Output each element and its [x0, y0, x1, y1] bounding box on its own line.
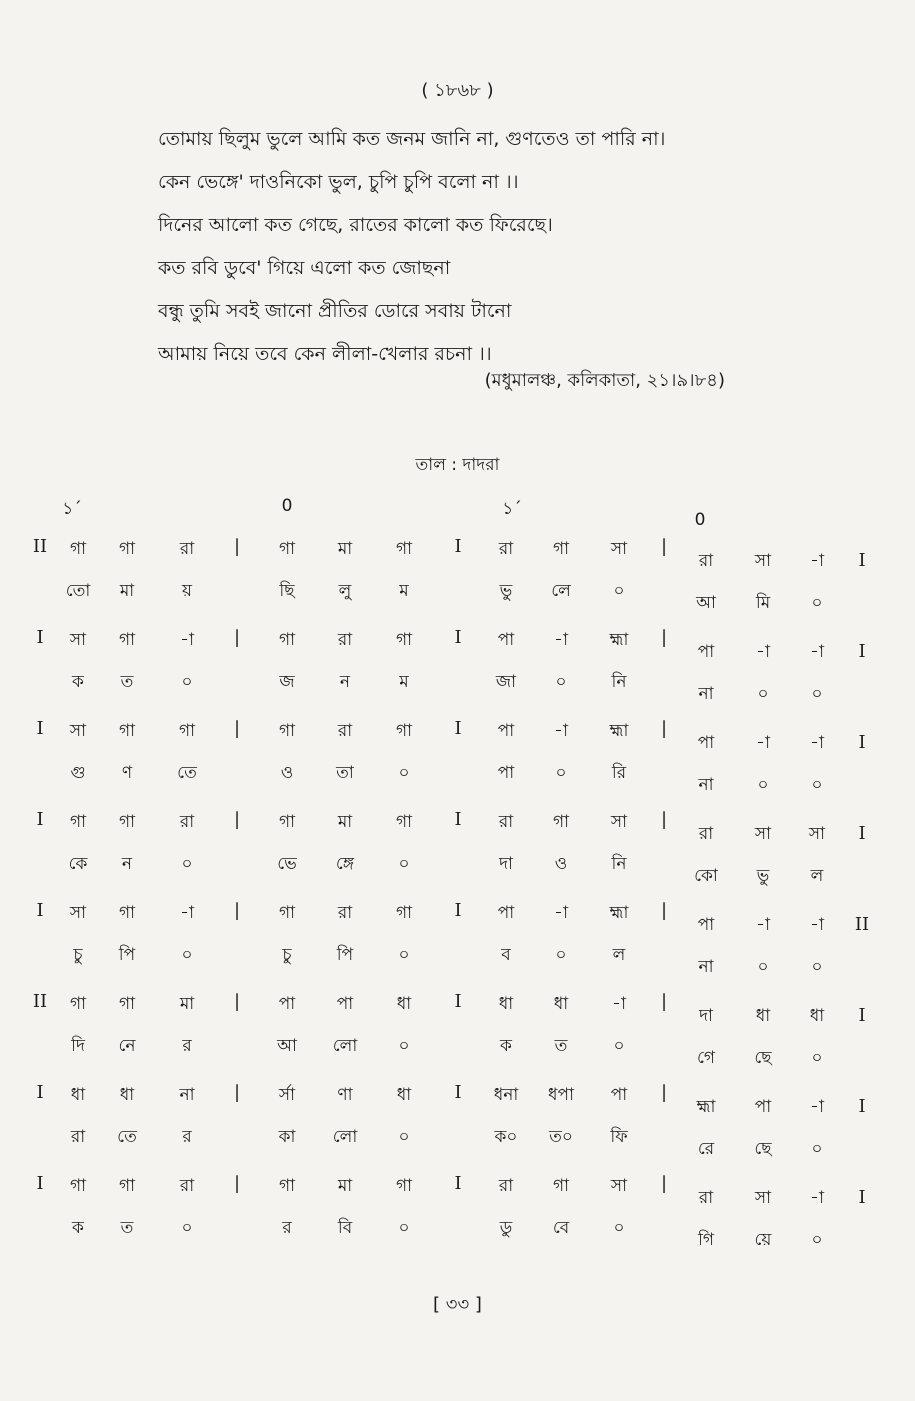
lyric-syllable: গু — [70, 763, 86, 783]
lyric-syllable: তা — [336, 763, 354, 783]
lyric-syllable: রি — [611, 763, 627, 783]
bar-line: II — [32, 991, 48, 1012]
lyric-syllable: ম — [399, 672, 409, 692]
swara-note: -া — [810, 642, 824, 662]
swara-note: সা — [69, 630, 87, 650]
lyric-syllable: ছে — [754, 1139, 772, 1159]
lyric-syllable: আ — [277, 1036, 297, 1056]
swara-note: ধা — [119, 1085, 135, 1105]
bar-line: | — [233, 536, 241, 557]
swara-note: গা — [278, 721, 296, 741]
lyric-syllable: ০ — [181, 854, 193, 874]
lyric-syllable: বে — [552, 1218, 570, 1238]
song-number: ( ১৮৬৮ ) — [421, 80, 494, 101]
bar-line: I — [36, 718, 44, 739]
lyric-syllable: ০ — [811, 775, 823, 795]
bar-line: | — [660, 809, 668, 830]
lyric-syllable: ছে — [754, 1048, 772, 1068]
lyric-syllable: ০ — [811, 684, 823, 704]
swara-note: রা — [179, 539, 195, 559]
lyric-syllable: ০ — [181, 945, 193, 965]
swara-note: গা — [69, 539, 87, 559]
tal-mark: ১´ — [502, 499, 522, 519]
lyric-syllable: ত — [554, 1036, 568, 1056]
lyric-syllable: পি — [118, 945, 136, 965]
lyric-syllable: য় — [181, 581, 192, 601]
swara-note: রা — [498, 1176, 514, 1196]
swara-note: গা — [118, 994, 136, 1014]
swara-note: পা — [697, 733, 715, 753]
lyric-syllable: ০ — [398, 1127, 410, 1147]
lyric-syllable: মা — [119, 581, 135, 601]
swara-note: সা — [610, 812, 628, 832]
lyric-syllable: নি — [611, 854, 627, 874]
bar-line: I — [36, 900, 44, 921]
swara-note: পা — [497, 903, 515, 923]
bar-line: | — [660, 536, 668, 557]
swara-note: সা — [754, 551, 772, 571]
swara-note: -া — [554, 721, 568, 741]
lyric-syllable: ০ — [555, 672, 567, 692]
lyric-syllable: ০ — [811, 593, 823, 613]
lyric-syllable: পি — [336, 945, 354, 965]
page-number: [ ৩৩ ] — [433, 1294, 482, 1315]
swara-note: গা — [395, 1176, 413, 1196]
bar-line: | — [233, 809, 241, 830]
swara-note: -া — [810, 551, 824, 571]
swara-note: হ্মা — [609, 903, 629, 923]
bar-line: I — [454, 536, 462, 557]
swara-note: -া — [554, 630, 568, 650]
lyric-line: তোমায় ছিলুম ভুলে আমি কত জনম জানি না, গুণতেও তা পারি না। — [158, 128, 666, 150]
swara-note: রা — [498, 812, 514, 832]
swara-note: সা — [69, 903, 87, 923]
swara-note: সা — [610, 539, 628, 559]
bar-line: | — [660, 1082, 668, 1103]
lyric-syllable: কো — [694, 866, 718, 886]
lyric-syllable: ০ — [555, 945, 567, 965]
lyric-syllable: ম — [399, 581, 409, 601]
bar-line: I — [36, 627, 44, 648]
lyric-syllable: চু — [73, 945, 83, 965]
swara-note: না — [179, 1085, 195, 1105]
lyric-syllable: ল — [612, 945, 626, 965]
swara-note: -া — [810, 733, 824, 753]
swara-note: -া — [810, 915, 824, 935]
bar-line: | — [233, 900, 241, 921]
bar-line: | — [233, 718, 241, 739]
bar-line: I — [858, 1005, 866, 1026]
lyric-line: কত রবি ডুবে' গিয়ে এলো কত জোছনা — [158, 257, 451, 279]
swara-note: পা — [336, 994, 354, 1014]
lyric-syllable: ন — [121, 854, 133, 874]
lyric-syllable: ০ — [613, 581, 625, 601]
swara-note: দা — [699, 1006, 713, 1026]
lyric-syllable: ০ — [757, 775, 769, 795]
swara-note: রা — [698, 824, 714, 844]
lyric-syllable: ন — [339, 672, 351, 692]
lyric-syllable: য়ে — [754, 1230, 772, 1250]
bar-line: I — [858, 550, 866, 571]
swara-note: গা — [118, 1176, 136, 1196]
bar-line: | — [660, 900, 668, 921]
swara-note: সা — [754, 1188, 772, 1208]
lyric-syllable: ত০ — [549, 1127, 573, 1147]
swara-note: -া — [180, 903, 194, 923]
swara-note: পা — [497, 721, 515, 741]
lyric-syllable: ঙ্গে — [335, 854, 355, 874]
lyric-syllable: রা — [70, 1127, 86, 1147]
lyric-syllable: জা — [495, 672, 517, 692]
swara-note: গা — [395, 903, 413, 923]
lyric-syllable: দা — [499, 854, 513, 874]
swara-note: -া — [810, 1188, 824, 1208]
swara-note: -া — [612, 994, 626, 1014]
lyrics-block — [158, 118, 665, 376]
swara-note: পা — [610, 1085, 628, 1105]
lyric-syllable: ০ — [181, 672, 193, 692]
lyric-syllable: ০ — [398, 1036, 410, 1056]
swara-note: সা — [808, 824, 826, 844]
bar-line: I — [36, 1173, 44, 1194]
lyric-syllable: ছি — [279, 581, 295, 601]
lyric-syllable: ০ — [811, 957, 823, 977]
swara-note: গা — [118, 630, 136, 650]
swara-note: হ্মা — [696, 1097, 716, 1117]
swara-note: হ্মা — [609, 721, 629, 741]
swara-note: পা — [697, 642, 715, 662]
swara-note: -া — [554, 903, 568, 923]
lyric-syllable: ল — [810, 866, 824, 886]
lyric-syllable: ক — [72, 672, 84, 692]
swara-note: -া — [810, 1097, 824, 1117]
swara-note: মা — [337, 539, 353, 559]
bar-line: I — [858, 1187, 866, 1208]
lyric-syllable: জ — [279, 672, 295, 692]
swara-note: গা — [278, 539, 296, 559]
swara-note: ধা — [70, 1085, 86, 1105]
swara-note: গা — [178, 721, 196, 741]
swara-note: গা — [69, 1176, 87, 1196]
bar-line: I — [454, 809, 462, 830]
lyric-syllable: ত — [120, 672, 134, 692]
lyric-line: কেন ভেঙ্গে' দাওনিকো ভুল, চুপি চুপি বলো না ।। — [158, 171, 519, 193]
lyric-syllable: ০ — [757, 684, 769, 704]
swara-note: গা — [395, 812, 413, 832]
lyric-syllable: ০ — [398, 763, 410, 783]
swara-note: গা — [118, 903, 136, 923]
lyric-syllable: ০ — [398, 945, 410, 965]
swara-note: সা — [754, 824, 772, 844]
swara-note: ণা — [337, 1085, 353, 1105]
swara-note: পা — [497, 630, 515, 650]
swara-note: সা — [69, 721, 87, 741]
bar-line: | — [660, 991, 668, 1012]
swara-note: গা — [552, 539, 570, 559]
lyric-syllable: তে — [177, 763, 197, 783]
source-citation: (মধুমালঞ্চ, কলিকাতা, ২১।৯।৮৪) — [484, 370, 725, 391]
swara-note: রা — [337, 630, 353, 650]
swara-note: ধা — [553, 994, 569, 1014]
lyric-syllable: ভে — [277, 854, 297, 874]
swara-note: রা — [698, 1188, 714, 1208]
swara-note: গা — [118, 539, 136, 559]
bar-line: I — [454, 991, 462, 1012]
bar-line: | — [660, 718, 668, 739]
tal-mark: ১´ — [62, 499, 82, 519]
swara-note: পা — [697, 915, 715, 935]
swara-note: গা — [278, 812, 296, 832]
lyric-syllable: ০ — [811, 1048, 823, 1068]
swara-note: পা — [754, 1097, 772, 1117]
lyric-line: আমায় নিয়ে তবে কেন লীলা-খেলার রচনা ।। — [158, 343, 492, 365]
swara-note: গা — [118, 721, 136, 741]
swara-note: গা — [278, 1176, 296, 1196]
lyric-syllable: ভু — [756, 866, 770, 886]
lyric-syllable: চু — [282, 945, 292, 965]
lyric-syllable: র — [182, 1036, 192, 1056]
lyric-syllable: না — [698, 775, 714, 795]
lyric-syllable: তে — [117, 1127, 137, 1147]
bar-line: II — [32, 536, 48, 557]
tal-mark: 0 — [281, 496, 293, 516]
swara-note: গা — [552, 1176, 570, 1196]
bar-line: | — [660, 627, 668, 648]
lyric-line: বন্ধু তুমি সবই জানো প্রীতির ডোরে সবায় টানো — [158, 300, 512, 322]
swara-note: গা — [118, 812, 136, 832]
swara-note: রা — [337, 903, 353, 923]
lyric-syllable: কা — [278, 1127, 296, 1147]
swara-note: ধনা — [493, 1085, 519, 1105]
bar-line: | — [660, 1173, 668, 1194]
lyric-syllable: ০ — [613, 1218, 625, 1238]
bar-line: | — [233, 627, 241, 648]
lyric-syllable: ০ — [398, 854, 410, 874]
swara-note: রা — [498, 539, 514, 559]
swara-note: গা — [278, 903, 296, 923]
swara-note: রা — [698, 551, 714, 571]
swara-note: ধা — [755, 1006, 771, 1026]
lyric-syllable: গি — [697, 1230, 714, 1250]
lyric-syllable: ০ — [181, 1218, 193, 1238]
lyric-syllable: ক০ — [494, 1127, 518, 1147]
lyric-syllable: ০ — [811, 1139, 823, 1159]
lyric-syllable: ভু — [499, 581, 513, 601]
lyric-syllable: ত — [120, 1218, 134, 1238]
bar-line: | — [233, 991, 241, 1012]
bar-line: I — [454, 1173, 462, 1194]
lyric-syllable: ব — [501, 945, 511, 965]
lyric-syllable: ক — [500, 1036, 512, 1056]
lyric-syllable: ডু — [499, 1218, 513, 1238]
lyric-syllable: লে — [551, 581, 571, 601]
swara-note: গা — [278, 630, 296, 650]
lyric-syllable: ও — [280, 763, 294, 783]
swara-note: -া — [756, 915, 770, 935]
lyric-syllable: দি — [71, 1036, 85, 1056]
swara-note: গা — [395, 539, 413, 559]
tal-mark: 0 — [694, 510, 706, 530]
lyric-syllable: না — [698, 684, 714, 704]
lyric-syllable: নি — [611, 672, 627, 692]
swara-note: র্সা — [278, 1085, 296, 1105]
bar-line: I — [36, 809, 44, 830]
bar-line: I — [36, 1082, 44, 1103]
swara-note: ধা — [396, 1085, 412, 1105]
swara-note: রা — [179, 812, 195, 832]
swara-note: ধপা — [548, 1085, 574, 1105]
lyric-syllable: ফি — [610, 1127, 628, 1147]
lyric-syllable: নে — [118, 1036, 136, 1056]
lyric-syllable: রে — [697, 1139, 715, 1159]
swara-note: ধা — [809, 1006, 825, 1026]
lyric-syllable: মি — [755, 593, 771, 613]
swara-note: হ্মা — [609, 630, 629, 650]
swara-note: -া — [180, 630, 194, 650]
bar-line: II — [854, 914, 870, 935]
swara-note: রা — [337, 721, 353, 741]
swara-note: গা — [69, 994, 87, 1014]
bar-line: | — [233, 1173, 241, 1194]
lyric-syllable: আ — [696, 593, 716, 613]
swara-note: মা — [337, 1176, 353, 1196]
lyric-syllable: লো — [332, 1127, 358, 1147]
bar-line: I — [454, 718, 462, 739]
bar-line: | — [233, 1082, 241, 1103]
tal-heading: তাল : দাদরা — [415, 455, 500, 475]
swara-note: মা — [179, 994, 195, 1014]
swara-note: পা — [278, 994, 296, 1014]
lyric-syllable: ০ — [398, 1218, 410, 1238]
lyric-syllable: গে — [696, 1048, 716, 1068]
bar-line: I — [858, 1096, 866, 1117]
bar-line: I — [454, 900, 462, 921]
lyric-syllable: না — [698, 957, 714, 977]
swara-note: ধা — [498, 994, 514, 1014]
swara-note: গা — [395, 721, 413, 741]
lyric-syllable: ০ — [613, 1036, 625, 1056]
swara-note: গা — [69, 812, 87, 832]
lyric-syllable: ণ — [121, 763, 133, 783]
lyric-syllable: কে — [68, 854, 88, 874]
lyric-syllable: ও — [554, 854, 568, 874]
swara-note: রা — [179, 1176, 195, 1196]
swara-note: মা — [337, 812, 353, 832]
lyric-syllable: লো — [332, 1036, 358, 1056]
lyric-line: দিনের আলো কত গেছে, রাতের কালো কত ফিরেছে। — [158, 214, 553, 236]
swara-note: -া — [756, 733, 770, 753]
lyric-syllable: লু — [338, 581, 352, 601]
bar-line: I — [858, 823, 866, 844]
swara-note: গা — [395, 630, 413, 650]
swara-note: সা — [610, 1176, 628, 1196]
lyric-syllable: ক — [72, 1218, 84, 1238]
lyric-syllable: বি — [337, 1218, 353, 1238]
lyric-syllable: ০ — [555, 763, 567, 783]
lyric-syllable: র — [282, 1218, 292, 1238]
lyric-syllable: র — [182, 1127, 192, 1147]
lyric-syllable: পা — [497, 763, 515, 783]
swara-note: -া — [756, 642, 770, 662]
lyric-syllable: ০ — [811, 1230, 823, 1250]
swara-note: ধা — [396, 994, 412, 1014]
lyric-syllable: ০ — [757, 957, 769, 977]
bar-line: I — [858, 732, 866, 753]
lyric-syllable: তো — [65, 581, 91, 601]
swara-note: গা — [552, 812, 570, 832]
bar-line: I — [454, 1082, 462, 1103]
bar-line: I — [858, 641, 866, 662]
bar-line: I — [454, 627, 462, 648]
